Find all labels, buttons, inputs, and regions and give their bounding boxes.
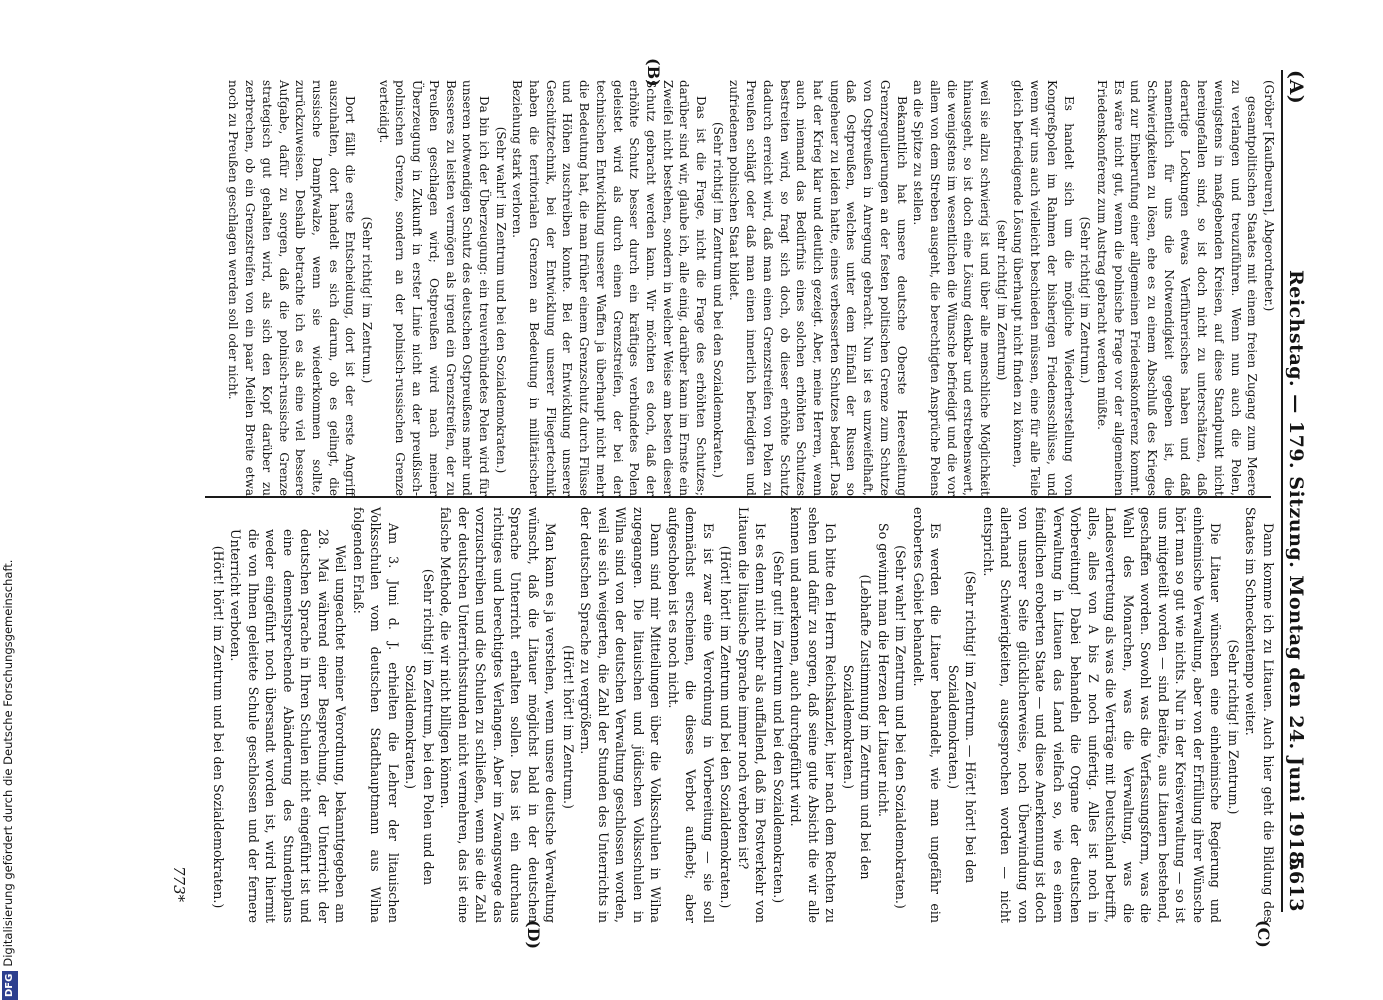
column-divider (205, 496, 1271, 498)
paragraph: gesamtpolitischen Staates mit einem freien Zugang zum Meere zu verlangen und treuzuführen. Wenn nun auch die Polen, wenigstens in maßgebenden Kreisen, auf diese Standpunkt nicht hereingefallen sind, so ist doch nicht zu unterschätzen, daß derartige Lockungen etwas Verführerisches haben und daß namentlich für uns die Notwendigkeit gegeben ist, die Schwierigkeiten zu lösen, ehe es zu einem Abschluß des Krieges und zur Einberufung einer allgemeinen Friedenskonferenz kommt. Es wäre nicht gut, wenn die polnische Frage vor der allgemeinen Friedenskonferenz zum Austrag gebracht werden müßte. (1094, 80, 1260, 496)
dfg-logo: DFG (2, 971, 18, 1000)
footer-note (0, 0, 16, 1000)
margin-letter-d: (D) (524, 920, 543, 950)
interjection: (Sehr wahr! im Zentrum und bei den Sozialdemokraten.) (893, 545, 909, 909)
paragraph: Das ist die Frage, nicht die Frage des erhöhten Schutzes; darüber sind wir, glaube ich, alle einig, darüber kann im Ernste ein Zweifel nicht bestehen, sondern in welcher Weise am besten dieser Schutz gebracht werden kann. Wir möchten es doch, daß der erhöhte Schutz besser durch ein kräftiges verbündetes Polen geleistet wird als durch einen Grenzstreifen, der bei der technischen Entwicklung unserer Waffen ja überhaupt nicht mehr die Bedeutung hat, die man früher einem Grenzschutz durch Flüsse und Höhen zuschreiben konnte. Bei der Entwicklung unserer Geschütztechnik, bei der Entwicklung unserer Fliegertechnik haben die territorialen Grenzen an Bedeutung in militärischer Beziehung stark verloren. (510, 80, 709, 496)
interjection: (Sehr gut! im Zentrum und bei den Sozialdemokraten.) (771, 550, 786, 904)
paragraph: Die Litauer wünschen eine einheimische Regierung und einheimische Verwaltung, aber von der Erfüllung ihrer Wünsche hört man so gut wie nichts. Nur in der Kreisverwaltung — so ist uns mitgeteilt worden — sind Beiräte, aus Litauern bestehend, geschaffen worden. Sowohl was die Verfassungsform, was die Wahl des Monarchen, was die Verwaltung, was die Landesvertretung als was die Verträge mit Deutschland betrifft, alles, alles von A bis Z noch unfertig. Alles ist noch in Vorbereitung! Dabei behandeln die Organe der deutschen Verwaltung in Litauen das Land vielfach so, wie es einem feindlichen eroberten Staate — und diese Anerkennung ist doch von unserer Seite glücklicherweise, noch Überwindung von allerhand Schwierigkeiten, ausgesprochen worden — nicht entspricht. (981, 507, 1224, 923)
interjection: (Sehr richtig! im Zentrum.) (1226, 639, 1241, 815)
signature-mark: 773* (170, 866, 188, 903)
interjection: (Sehr richtig! im Zentrum, bei den Polen und den Sozialdemokraten.) (403, 568, 436, 886)
speaker-label: (Gröber [Kaufbeuren], Abgeordneter.) (1262, 80, 1276, 312)
interjection: (Sehr wahr! im Zentrum und bei den Sozialdemokraten.) (493, 126, 508, 474)
interjection: (Sehr richtig! im Zentrum und bei den Sozialdemokraten.) (710, 122, 725, 478)
page-number: 5613 (1285, 857, 1307, 912)
page-title: Reichstag. — 179. Sitzung. Montag den 24. Juni 1918. (1285, 270, 1307, 872)
paragraph: Dann komme ich zu Litauen. Auch hier geht die Bildung des Staates im Schneckentempo weiter. (1243, 507, 1276, 923)
paragraph: So gewinnt man die Herzen der Litauer nicht. (876, 523, 891, 818)
paragraph: Bekanntlich hat unsere deutsche Oberste Heeresleitung Grenzregulierungen an der festen politischen Grenze zum Schutze von Ostpreußen in Anregung gebracht. Nun ist es unzweifelhaft, daß Ostpreußen, welches unter dem Einfall der Russen so ungeheuer zu leiden hatte, eines verbesserten Schutzes bedarf. Das hat der Krieg klar und deutlich gezeigt. Aber, meine Herren, wenn auch niemand das Bedürfnis eines solchen erhöhten Schutzes bestreiten wird, so fragt sich doch, ob dieser erhöhte Schutz dadurch erreicht wird, daß man einen Grenzstreifen von Polen zu Preußen schlägt oder daß man einen innerlich befriedigten und zufriedenen polnischen Staat bildet. (727, 80, 909, 496)
footer-strip (0, 0, 16, 1000)
interjection: (sehr richtig! im Zentrum) (994, 219, 1009, 381)
paragraph: Es ist zwar eine Verordnung in Vorbereitung — sie soll demnächst erscheinen, die dieses Verbot aufhebt; aber aufgeschoben ist es noch nicht. (666, 507, 716, 923)
paragraph: Ich bitte den Herrn Reichskanzler, hier nach dem Rechten zu sehen und dafür zu sorgen, daß seine gute Absicht die wir alle kennen und anerkennen, auch durchgeführt wird. (788, 507, 839, 923)
paragraph: Dort fällt die erste Entscheidung, dort ist der erste Angriff auszuhalten, dort handelt es sich darum, ob es gelingt, die russische Dampfwalze, wenn sie wiederkommen sollte, zurückzuweisen. Deshalb betrachte ich es als eine viel bessere Aufgabe, dafür zu sorgen, daß die polnisch-russische Grenze strategisch gut gehalten wird, als sich den Kopf darüber zu zerbrechen, ob ein Grenzstreifen von ein paar Meilen Breite etwa noch zu Preußen geschlagen werden soll oder nicht. (226, 80, 358, 496)
right-column (210, 507, 1278, 923)
interjection: (Hört! hört! im Zentrum und bei den Sozialdemokraten.) (211, 545, 226, 909)
left-column (225, 80, 1277, 496)
paragraph: Ist es denn nicht mehr als auffallend, daß im Postverkehr von Litauen die litauische Sprache immer noch verboten ist? (736, 507, 769, 923)
paragraph: Es werden die Litauer behandelt, wie man ungefähr ein erobertes Gebiet behandelt. (911, 507, 944, 923)
footer-note-text: Digitalisierung gefördert durch die Deutsche Forschungsgemeinschaft. (1, 559, 15, 967)
paragraph: Da bin ich der Überzeugung: ein treuverbündetes Polen wird für unseren notwendigen Schutz des deutschen Ostpreußens mehr und Besseres zu leisten vermögen als irgend ein Grenzstreifen, der zu Preußen geschlagen wird; Ostpreußen wird nach meiner Überzeugung in Zukunft in erster Linie nicht an der preußisch-polnischen Grenze, sondern an der polnisch-russischen Grenze verteidigt. (376, 80, 491, 496)
paragraph: weil sie allzu schwierig ist und über alle menschliche Möglichkeit hinausgeht, so ist doch eine Lösung denkbar und erstrebenswert, die wenigstens im wesentlichen die Wünsche befriedigt und die vor allem von dem Streben ausgeht, die berechtigten Ansprüche Polens an die Spitze zu stellen. (911, 80, 993, 496)
interjection: (Lebhafte Zustimmung im Zentrum und bei den Sozialdemokraten.) (841, 574, 874, 880)
margin-letter-b: (B) (644, 58, 663, 87)
margin-letter-a: (A) (1285, 70, 1307, 105)
interjection: (Hört! hört! im Zentrum und bei den Sozialdemokraten.) (718, 545, 734, 909)
header-rule (1281, 70, 1283, 912)
quoted-decree: Weil ungeachtet meiner Verordnung, bekanntgegeben am 28. Mai während einer Besprechung, der Unterricht der deutschen Sprache in Ihren Schulen nicht eingeführt ist und eine dementsprechende Abänderung des Stundenplans weder eingeführt noch übersandt worden ist, wird hiermit die von Ihnen geleitete Schule geschlossen und der fernere Unterricht verboten. (228, 529, 349, 923)
paragraph: Man kann es ja verstehen, wenn unsere deutsche Verwaltung wünscht, daß die Litauer möglichst bald in der deutschen Sprache Unterricht erhalten sollen. Das ist ein durchaus richtiges und berechtigtes Verlangen. Aber im Zwangswege das vorzuschreiben und die Schulen zu schließen, wenn sie die Zahl der deutschen Unterrichtsstunden nicht vermehren, das ist eine falsche Methode, die wir nicht billigen können. (438, 507, 559, 923)
paragraph: Am 3. Juni d. J. erhielten die Lehrer der litauischen Volksschulen vom deutschen Stadthauptmann aus Wilna folgenden Erlaß: (351, 507, 401, 923)
interjection: (Sehr richtig! im Zentrum. — Hört! hört! bei den Sozialdemokraten.) (946, 570, 979, 884)
interjection: (Hört! hört! im Zentrum.) (561, 645, 576, 809)
paragraph: Es handelt sich um die mögliche Wiederherstellung von Kongreßpolen im Rahmen der bisherigen Friedensschlüsse, und wenn wir uns auch vielleicht beschieden müssen, eine für alle Teile gleich befriedigende Lösung überhaupt nicht finden zu können, (1011, 80, 1076, 496)
interjection: (Sehr richtig! im Zentrum.) (360, 216, 375, 384)
interjection: (Sehr richtig! im Zentrum.) (1078, 216, 1093, 384)
margin-letter-c: (C) (1254, 920, 1273, 948)
paragraph: Dann sind mir Mitteilungen über die Volksschulen in Wilna zugegangen. Die litauischen und jüdischen Volksschulen in Wilna sind von der deutschen Verwaltung geschlossen worden, weil sie sich weigerten, die Zahl der Stunden des Unterrichts in der deutschen Sprache zu vergrößern. (578, 507, 664, 923)
